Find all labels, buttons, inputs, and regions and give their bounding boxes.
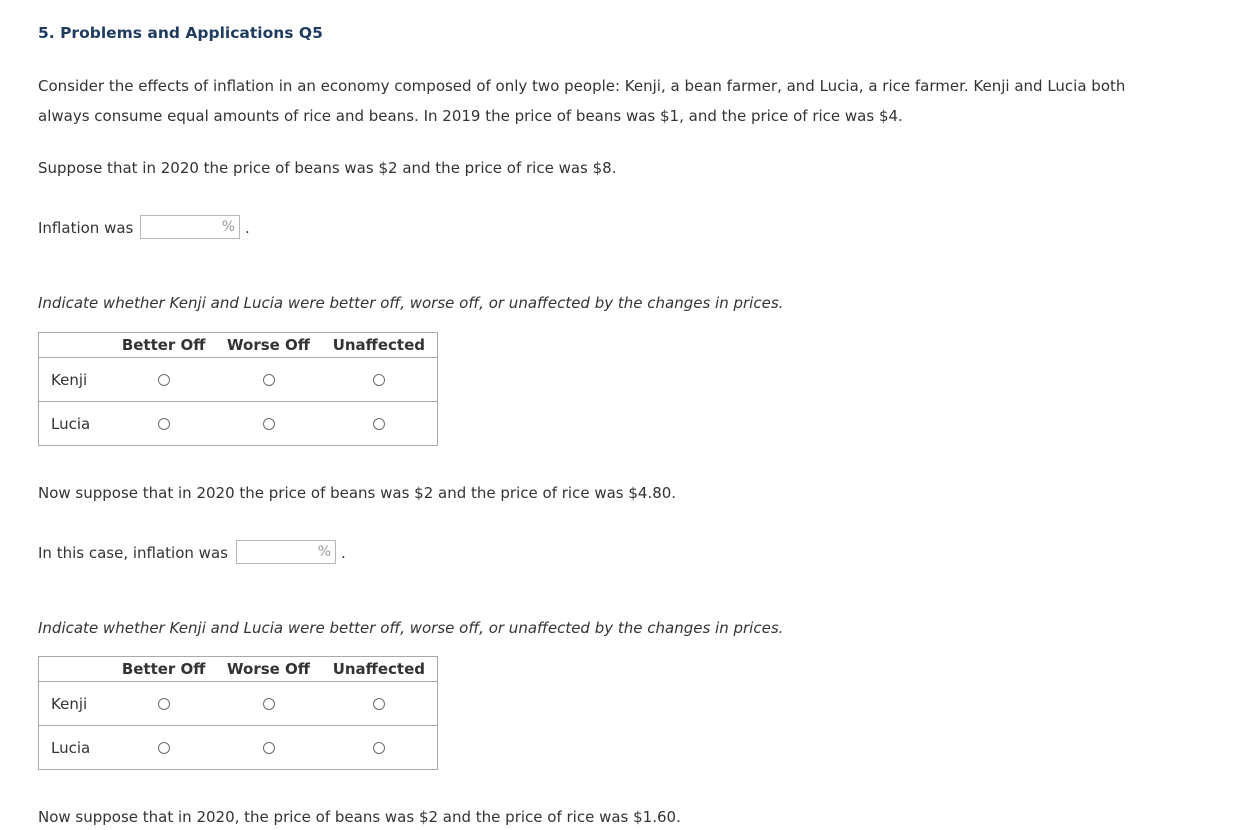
scenario1-text: Suppose that in 2020 the price of beans was $2 and the price of rice was $8. bbox=[38, 159, 617, 177]
header-unaffected: Unaffected bbox=[332, 660, 425, 678]
header-empty bbox=[39, 657, 112, 682]
lucia-worse-off-radio[interactable] bbox=[263, 742, 275, 754]
indicate-prompt-1: Indicate whether Kenji and Lucia were better off, worse off, or unaffected by the changes in prices. bbox=[38, 294, 784, 312]
header-better-off: Better Off bbox=[121, 336, 206, 354]
period: . bbox=[245, 219, 250, 237]
inflation1-input[interactable] bbox=[140, 215, 240, 239]
indicate-prompt-2: Indicate whether Kenji and Lucia were better off, worse off, or unaffected by the changes in prices. bbox=[38, 619, 784, 637]
kenji-unaffected-radio[interactable] bbox=[373, 374, 385, 386]
header-unaffected: Unaffected bbox=[332, 336, 425, 354]
scenario3-text: Now suppose that in 2020, the price of beans was $2 and the price of rice was $1.60. bbox=[38, 808, 681, 826]
lucia-worse-off-radio[interactable] bbox=[263, 418, 275, 430]
intro-text-line1: Consider the effects of inflation in an economy composed of only two people: Kenji, a bean farmer, and Lucia, a rice farmer. Kenji and Lucia both bbox=[38, 77, 1126, 95]
welfare-table-2 bbox=[38, 656, 438, 770]
inflation2-label: In this case, inflation was bbox=[38, 544, 228, 562]
intro-text-line2: always consume equal amounts of rice and beans. In 2019 the price of beans was $1, and the price of rice was $4. bbox=[38, 107, 903, 125]
percent-unit: % bbox=[221, 219, 235, 235]
table-row-kenji bbox=[39, 358, 438, 402]
row-label-lucia: Lucia bbox=[39, 726, 112, 770]
row-label-kenji: Kenji bbox=[39, 358, 112, 402]
percent-unit: % bbox=[317, 544, 331, 560]
kenji-worse-off-radio[interactable] bbox=[263, 698, 275, 710]
row-label-lucia: Lucia bbox=[39, 402, 112, 446]
lucia-better-off-radio[interactable] bbox=[158, 418, 170, 430]
lucia-better-off-radio[interactable] bbox=[158, 742, 170, 754]
kenji-better-off-radio[interactable] bbox=[158, 374, 170, 386]
lucia-unaffected-radio[interactable] bbox=[373, 742, 385, 754]
table-row-lucia bbox=[39, 726, 438, 770]
inflation2-input[interactable] bbox=[236, 540, 336, 564]
inflation1-label: Inflation was bbox=[38, 219, 134, 237]
header-worse-off: Worse Off bbox=[227, 336, 310, 354]
kenji-unaffected-radio[interactable] bbox=[373, 698, 385, 710]
kenji-worse-off-radio[interactable] bbox=[263, 374, 275, 386]
scenario2-text: Now suppose that in 2020 the price of beans was $2 and the price of rice was $4.80. bbox=[38, 484, 677, 502]
welfare-table-1 bbox=[38, 332, 438, 446]
question-title: 5. Problems and Applications Q5 bbox=[38, 24, 323, 42]
kenji-better-off-radio[interactable] bbox=[158, 698, 170, 710]
header-better-off: Better Off bbox=[121, 660, 206, 678]
period: . bbox=[341, 544, 346, 562]
header-empty bbox=[39, 333, 112, 358]
table-row-lucia bbox=[39, 402, 438, 446]
lucia-unaffected-radio[interactable] bbox=[373, 418, 385, 430]
row-label-kenji: Kenji bbox=[39, 682, 112, 726]
header-worse-off: Worse Off bbox=[227, 660, 310, 678]
table-row-kenji bbox=[39, 682, 438, 726]
